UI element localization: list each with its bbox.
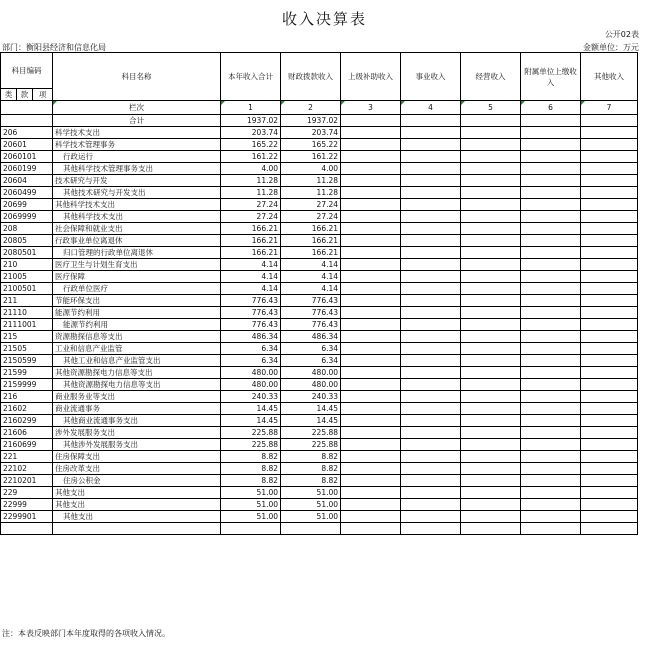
row-fiscal: 8.82 [281, 451, 341, 463]
table-row [1, 391, 638, 403]
header-col-5: 经营收入 [461, 53, 521, 101]
row-code: 20604 [1, 175, 53, 187]
col-number-6: 6 [521, 101, 581, 115]
row-code: 2159999 [1, 379, 53, 391]
row-total: 776.43 [221, 307, 281, 319]
col-number-4: 4 [401, 101, 461, 115]
row-fiscal: 11.28 [281, 187, 341, 199]
row-name: 其他工业和信息产业监管支出 [53, 355, 221, 367]
row-name: 行政事业单位离退休 [53, 235, 221, 247]
row-name: 住房公积金 [53, 475, 221, 487]
total-label: 合计 [53, 115, 221, 127]
row-fiscal: 51.00 [281, 499, 341, 511]
row-name: 住房保障支出 [53, 451, 221, 463]
row-fiscal: 51.00 [281, 511, 341, 523]
table-row [1, 379, 638, 391]
row-name: 社会保障和就业支出 [53, 223, 221, 235]
row-name: 节能环保支出 [53, 295, 221, 307]
row-name: 其他资源勘探电力信息等支出 [53, 367, 221, 379]
row-total: 486.34 [221, 331, 281, 343]
total-value-1: 1937.02 [221, 115, 281, 127]
row-total: 51.00 [221, 487, 281, 499]
table-row [1, 259, 638, 271]
row-total: 161.22 [221, 151, 281, 163]
row-total: 14.45 [221, 403, 281, 415]
row-name: 其他科学技术支出 [53, 211, 221, 223]
col-number-2: 2 [281, 101, 341, 115]
row-name: 其他涉外发展服务支出 [53, 439, 221, 451]
row-fiscal: 6.34 [281, 355, 341, 367]
row-name: 科学技术管理事务 [53, 139, 221, 151]
row-code: 2060499 [1, 187, 53, 199]
table-row [1, 127, 638, 139]
row-fiscal: 11.28 [281, 175, 341, 187]
row-code: 210 [1, 259, 53, 271]
row-code: 20805 [1, 235, 53, 247]
row-name: 归口管理的行政单位离退休 [53, 247, 221, 259]
table-row [1, 511, 638, 523]
row-code: 2160699 [1, 439, 53, 451]
row-total: 776.43 [221, 295, 281, 307]
header-col-6: 附属单位上缴收入 [521, 53, 581, 101]
row-total: 27.24 [221, 199, 281, 211]
row-fiscal: 480.00 [281, 379, 341, 391]
row-fiscal: 486.34 [281, 331, 341, 343]
row-total: 4.14 [221, 259, 281, 271]
header-lei: 类 [1, 89, 17, 101]
lanci-label: 栏次 [53, 101, 221, 115]
row-code: 21606 [1, 427, 53, 439]
row-total: 11.28 [221, 187, 281, 199]
row-fiscal: 240.33 [281, 391, 341, 403]
row-total: 6.34 [221, 343, 281, 355]
row-name: 其他支出 [53, 499, 221, 511]
row-fiscal: 27.24 [281, 211, 341, 223]
table-row [1, 139, 638, 151]
row-code: 21602 [1, 403, 53, 415]
row-name: 商业流通事务 [53, 403, 221, 415]
row-fiscal: 166.21 [281, 223, 341, 235]
header-col-2: 财政拨款收入 [281, 53, 341, 101]
row-fiscal: 4.14 [281, 271, 341, 283]
table-row [1, 283, 638, 295]
row-total: 11.28 [221, 175, 281, 187]
total-value-2: 1937.02 [281, 115, 341, 127]
row-total: 51.00 [221, 499, 281, 511]
row-code: 2299901 [1, 511, 53, 523]
row-fiscal: 6.34 [281, 343, 341, 355]
table-row [1, 475, 638, 487]
row-fiscal: 166.21 [281, 247, 341, 259]
row-total: 51.00 [221, 511, 281, 523]
row-total: 4.14 [221, 271, 281, 283]
income-table [0, 52, 638, 535]
table-row [1, 439, 638, 451]
row-fiscal: 14.45 [281, 415, 341, 427]
row-total: 166.21 [221, 223, 281, 235]
row-code: 20601 [1, 139, 53, 151]
row-fiscal: 27.24 [281, 199, 341, 211]
row-code: 20699 [1, 199, 53, 211]
table-row [1, 247, 638, 259]
row-code: 221 [1, 451, 53, 463]
row-fiscal: 161.22 [281, 151, 341, 163]
row-code: 215 [1, 331, 53, 343]
table-row [1, 187, 638, 199]
row-code: 2060199 [1, 163, 53, 175]
row-name: 能源节约利用 [53, 307, 221, 319]
row-code: 208 [1, 223, 53, 235]
header-kuan: 款 [17, 89, 33, 101]
col-number-1: 1 [221, 101, 281, 115]
row-fiscal: 203.74 [281, 127, 341, 139]
table-row [1, 499, 638, 511]
table-row [1, 367, 638, 379]
table-row [1, 151, 638, 163]
row-name: 其他支出 [53, 487, 221, 499]
row-code: 2080501 [1, 247, 53, 259]
row-fiscal: 776.43 [281, 295, 341, 307]
row-name: 能源节约利用 [53, 319, 221, 331]
row-fiscal: 166.21 [281, 235, 341, 247]
row-fiscal: 8.82 [281, 475, 341, 487]
row-fiscal: 8.82 [281, 463, 341, 475]
table-row [1, 223, 638, 235]
row-total: 166.21 [221, 235, 281, 247]
row-name: 其他科学技术支出 [53, 199, 221, 211]
row-fiscal: 225.88 [281, 427, 341, 439]
table-row [1, 211, 638, 223]
row-fiscal: 4.14 [281, 259, 341, 271]
row-total: 480.00 [221, 367, 281, 379]
row-total: 225.88 [221, 439, 281, 451]
row-code: 206 [1, 127, 53, 139]
col-number-5: 5 [461, 101, 521, 115]
row-name: 其他支出 [53, 511, 221, 523]
row-total: 225.88 [221, 427, 281, 439]
row-name: 住房改革支出 [53, 463, 221, 475]
row-total: 4.00 [221, 163, 281, 175]
header-col-3: 上级补助收入 [341, 53, 401, 101]
table-row [1, 487, 638, 499]
row-name: 技术研究与开发 [53, 175, 221, 187]
department-label: 部门：衡阳县经济和信息化局 [2, 43, 106, 52]
header-col-1: 本年收入合计 [221, 53, 281, 101]
row-name: 科学技术支出 [53, 127, 221, 139]
row-total: 8.82 [221, 463, 281, 475]
row-name: 其他资源勘探电力信息等支出 [53, 379, 221, 391]
row-code: 2111001 [1, 319, 53, 331]
row-total: 27.24 [221, 211, 281, 223]
table-row [1, 403, 638, 415]
row-code: 2069999 [1, 211, 53, 223]
row-code: 2160299 [1, 415, 53, 427]
row-fiscal: 4.00 [281, 163, 341, 175]
row-fiscal: 165.22 [281, 139, 341, 151]
row-fiscal: 225.88 [281, 439, 341, 451]
row-code: 2210201 [1, 475, 53, 487]
row-code: 2100501 [1, 283, 53, 295]
row-name: 医疗保障 [53, 271, 221, 283]
table-row [1, 355, 638, 367]
row-total: 165.22 [221, 139, 281, 151]
row-code: 229 [1, 487, 53, 499]
row-total: 4.14 [221, 283, 281, 295]
row-name: 行政运行 [53, 151, 221, 163]
row-code: 21005 [1, 271, 53, 283]
row-code: 22102 [1, 463, 53, 475]
row-fiscal: 776.43 [281, 307, 341, 319]
col-number-7: 7 [581, 101, 638, 115]
table-row [1, 427, 638, 439]
row-name: 行政单位医疗 [53, 283, 221, 295]
row-fiscal: 480.00 [281, 367, 341, 379]
row-name: 其他科学技术管理事务支出 [53, 163, 221, 175]
row-code: 216 [1, 391, 53, 403]
table-row [1, 319, 638, 331]
table-row [1, 235, 638, 247]
row-name: 资源勘探信息等支出 [53, 331, 221, 343]
header-code: 科目编码 [1, 53, 53, 89]
header-xiang: 项 [33, 89, 53, 101]
row-code: 21110 [1, 307, 53, 319]
header-name: 科目名称 [53, 53, 221, 101]
table-row [1, 163, 638, 175]
table-row [1, 271, 638, 283]
row-code: 2150599 [1, 355, 53, 367]
row-name: 其他商业流通事务支出 [53, 415, 221, 427]
row-fiscal: 776.43 [281, 319, 341, 331]
row-name: 其他技术研究与开发支出 [53, 187, 221, 199]
table-row [1, 415, 638, 427]
row-name: 商业服务业等支出 [53, 391, 221, 403]
table-row [1, 343, 638, 355]
row-code: 2060101 [1, 151, 53, 163]
empty-row [1, 523, 638, 535]
row-fiscal: 4.14 [281, 283, 341, 295]
row-total: 240.33 [221, 391, 281, 403]
row-total: 8.82 [221, 475, 281, 487]
unit-label: 金额单位：万元 [583, 43, 639, 52]
form-number: 公开02表 [604, 30, 639, 39]
row-fiscal: 51.00 [281, 487, 341, 499]
table-row [1, 463, 638, 475]
row-name: 涉外发展服务支出 [53, 427, 221, 439]
row-total: 480.00 [221, 379, 281, 391]
row-total: 203.74 [221, 127, 281, 139]
table-row [1, 451, 638, 463]
row-total: 166.21 [221, 247, 281, 259]
row-total: 8.82 [221, 451, 281, 463]
table-row [1, 307, 638, 319]
header-col-4: 事业收入 [401, 53, 461, 101]
header-col-7: 其他收入 [581, 53, 638, 101]
table-row [1, 295, 638, 307]
table-row [1, 175, 638, 187]
row-name: 医疗卫生与计划生育支出 [53, 259, 221, 271]
row-code: 21505 [1, 343, 53, 355]
row-code: 211 [1, 295, 53, 307]
row-fiscal: 14.45 [281, 403, 341, 415]
row-total: 6.34 [221, 355, 281, 367]
page-title: 收入决算表 [281, 10, 367, 28]
row-code: 21599 [1, 367, 53, 379]
footnote: 注：本表反映部门本年度取得的各项收入情况。 [2, 629, 170, 638]
row-code: 22999 [1, 499, 53, 511]
row-name: 工业和信息产业监管 [53, 343, 221, 355]
col-number-3: 3 [341, 101, 401, 115]
row-total: 14.45 [221, 415, 281, 427]
table-row [1, 331, 638, 343]
table-row [1, 199, 638, 211]
row-total: 776.43 [221, 319, 281, 331]
